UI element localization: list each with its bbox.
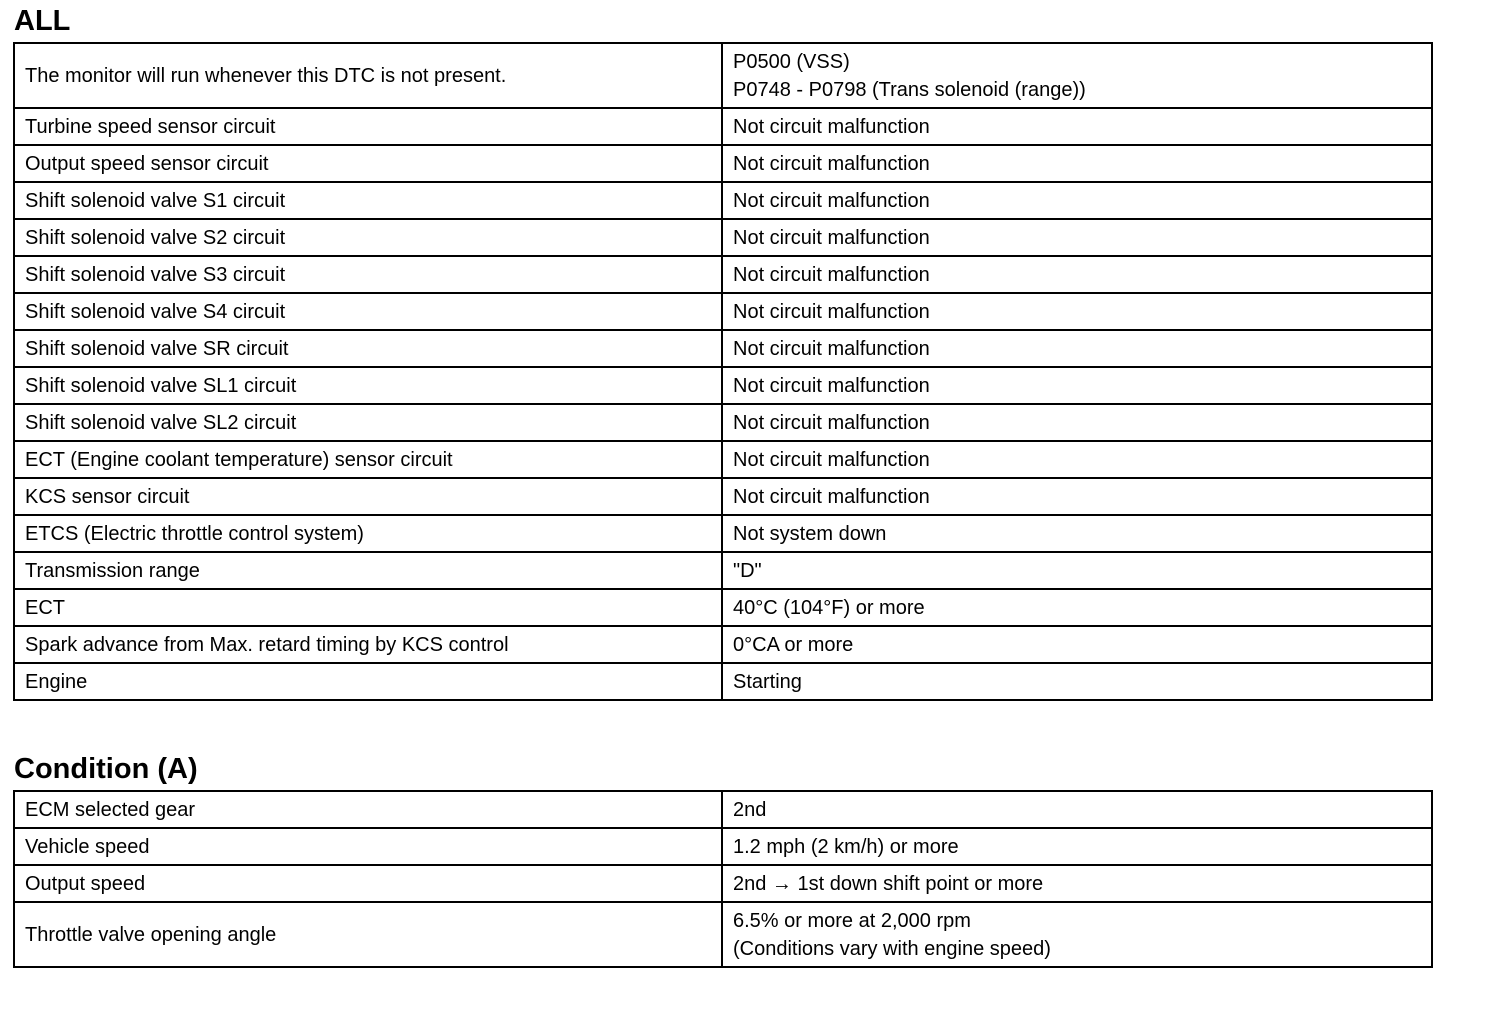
row-value-line: 1.2 mph (2 km/h) or more bbox=[733, 835, 959, 858]
row-label: Turbine speed sensor circuit bbox=[14, 108, 722, 145]
row-label: KCS sensor circuit bbox=[14, 478, 722, 515]
row-label: Engine bbox=[14, 663, 722, 700]
row-label: ECM selected gear bbox=[14, 791, 722, 828]
table-row bbox=[14, 182, 1432, 219]
row-value-line: 6.5% or more at 2,000 rpm bbox=[733, 909, 971, 932]
row-value-line: Not circuit malfunction bbox=[733, 226, 930, 249]
row-label: Shift solenoid valve S1 circuit bbox=[14, 182, 722, 219]
row-value bbox=[722, 43, 1432, 108]
table-row bbox=[14, 589, 1432, 626]
row-value bbox=[722, 219, 1432, 256]
row-value bbox=[722, 902, 1432, 967]
table-row bbox=[14, 145, 1432, 182]
row-value bbox=[722, 330, 1432, 367]
row-value-line: P0500 (VSS) bbox=[733, 50, 850, 73]
row-label: Transmission range bbox=[14, 552, 722, 589]
row-value bbox=[722, 293, 1432, 330]
section-title-condition-a: Condition (A) bbox=[14, 753, 198, 785]
table-row bbox=[14, 828, 1432, 865]
row-value-line: Not circuit malfunction bbox=[733, 485, 930, 508]
row-value bbox=[722, 182, 1432, 219]
table-condition-a bbox=[13, 790, 1433, 968]
table-row bbox=[14, 626, 1432, 663]
row-value bbox=[722, 478, 1432, 515]
row-value-line: Not circuit malfunction bbox=[733, 263, 930, 286]
row-value bbox=[722, 404, 1432, 441]
table-row bbox=[14, 108, 1432, 145]
row-value-line: Not circuit malfunction bbox=[733, 300, 930, 323]
row-value bbox=[722, 256, 1432, 293]
row-label: Output speed bbox=[14, 865, 722, 902]
row-value bbox=[722, 626, 1432, 663]
row-label: Shift solenoid valve S3 circuit bbox=[14, 256, 722, 293]
table-all-conditions bbox=[13, 42, 1433, 701]
row-value-line: Not circuit malfunction bbox=[733, 374, 930, 397]
row-label: Spark advance from Max. retard timing by KCS control bbox=[14, 626, 722, 663]
row-value bbox=[722, 791, 1432, 828]
row-label: ECT bbox=[14, 589, 722, 626]
row-label: Shift solenoid valve S2 circuit bbox=[14, 219, 722, 256]
table-row bbox=[14, 256, 1432, 293]
row-value-line: Not system down bbox=[733, 522, 887, 545]
row-value-line: 40°C (104°F) or more bbox=[733, 596, 925, 619]
row-value bbox=[722, 552, 1432, 589]
table-row bbox=[14, 552, 1432, 589]
row-label: ECT (Engine coolant temperature) sensor circuit bbox=[14, 441, 722, 478]
row-value bbox=[722, 145, 1432, 182]
row-value bbox=[722, 865, 1432, 902]
row-value bbox=[722, 441, 1432, 478]
row-value-line: (Conditions vary with engine speed) bbox=[733, 937, 1051, 960]
table-row bbox=[14, 330, 1432, 367]
row-value-line: "D" bbox=[733, 559, 762, 582]
row-value-line: Not circuit malfunction bbox=[733, 411, 930, 434]
row-value-line: 2nd bbox=[733, 798, 767, 821]
row-label: Shift solenoid valve SL1 circuit bbox=[14, 367, 722, 404]
table-row bbox=[14, 293, 1432, 330]
row-value-line: 0°CA or more bbox=[733, 633, 854, 656]
row-label: Vehicle speed bbox=[14, 828, 722, 865]
table-row bbox=[14, 441, 1432, 478]
row-value bbox=[722, 663, 1432, 700]
table-row bbox=[14, 515, 1432, 552]
table-row bbox=[14, 404, 1432, 441]
table-row bbox=[14, 478, 1432, 515]
table-row bbox=[14, 865, 1432, 902]
table-row bbox=[14, 791, 1432, 828]
row-value-line: Not circuit malfunction bbox=[733, 189, 930, 212]
section-title-all: ALL bbox=[14, 5, 71, 37]
row-value-line: Starting bbox=[733, 670, 802, 693]
row-label: ETCS (Electric throttle control system) bbox=[14, 515, 722, 552]
row-label: Shift solenoid valve SL2 circuit bbox=[14, 404, 722, 441]
table-row bbox=[14, 663, 1432, 700]
row-value bbox=[722, 515, 1432, 552]
row-label: Throttle valve opening angle bbox=[14, 902, 722, 967]
table-row bbox=[14, 219, 1432, 256]
row-label: Shift solenoid valve SR circuit bbox=[14, 330, 722, 367]
row-label: Output speed sensor circuit bbox=[14, 145, 722, 182]
row-value-line: Not circuit malfunction bbox=[733, 337, 930, 360]
row-value bbox=[722, 367, 1432, 404]
table-row bbox=[14, 367, 1432, 404]
row-value bbox=[722, 108, 1432, 145]
row-value-line: 2nd → 1st down shift point or more bbox=[733, 872, 1044, 895]
table-row bbox=[14, 902, 1432, 967]
row-value-line: Not circuit malfunction bbox=[733, 115, 930, 138]
row-value-line: P0748 - P0798 (Trans solenoid (range)) bbox=[733, 78, 1086, 101]
row-value bbox=[722, 589, 1432, 626]
row-value bbox=[722, 828, 1432, 865]
table-row bbox=[14, 43, 1432, 108]
row-label: Shift solenoid valve S4 circuit bbox=[14, 293, 722, 330]
row-label: The monitor will run whenever this DTC is not present. bbox=[14, 43, 722, 108]
row-value-line: Not circuit malfunction bbox=[733, 448, 930, 471]
row-value-line: Not circuit malfunction bbox=[733, 152, 930, 175]
